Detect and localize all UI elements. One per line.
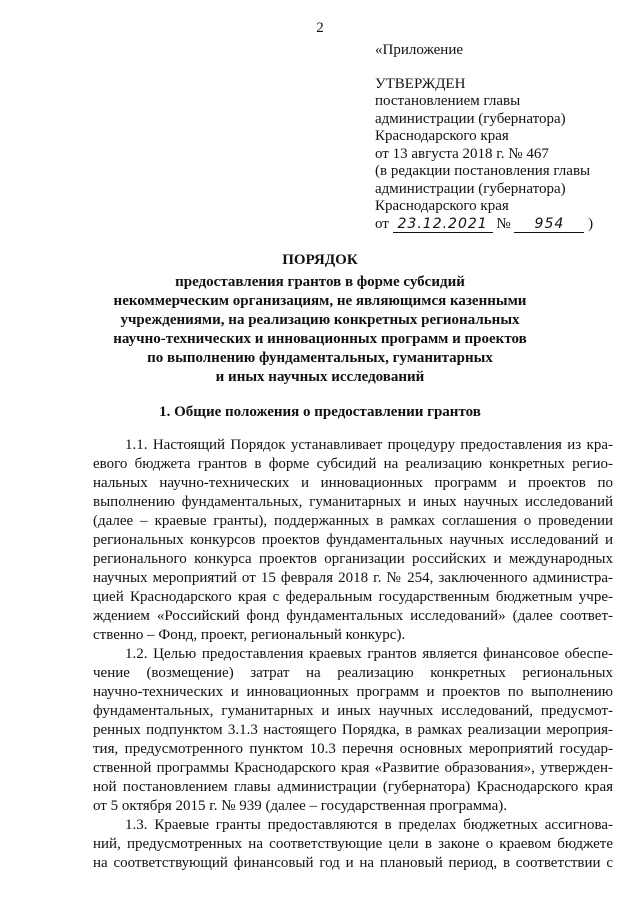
document-body bbox=[93, 436, 613, 873]
paragraph-line: научно-технических и инновационных программ и проектов по выполнению bbox=[93, 684, 613, 700]
paragraph-line: 1.1. Настоящий Порядок устанавливает процедуру предоставления из кра- bbox=[125, 437, 613, 453]
annex-label: «Приложение bbox=[375, 42, 464, 58]
paragraph bbox=[93, 816, 613, 873]
paragraph-line: ственно – Фонд, проект, региональный конкурс). bbox=[93, 627, 406, 643]
approval-line: от 13 августа 2018 г. № 467 bbox=[375, 145, 549, 162]
document-subtitle-line: предоставления грантов в форме субсидий bbox=[175, 274, 465, 290]
document-title-block bbox=[0, 251, 640, 387]
paragraph-line: 1.2. Целью предоставления краевых грантов является финансовое обеспе- bbox=[125, 646, 613, 662]
paragraph bbox=[93, 645, 613, 816]
paragraph-line: цией Краснодарского края с федеральным государственным бюджетным учре- bbox=[93, 589, 613, 605]
number-sign: № bbox=[496, 215, 511, 232]
approval-line: постановлением главы bbox=[375, 93, 521, 109]
paragraph bbox=[93, 436, 613, 645]
document-subtitle-line: учреждениями, на реализацию конкретных региональных bbox=[120, 312, 520, 328]
closing-parenthesis: ) bbox=[588, 215, 594, 232]
from-prefix: от bbox=[375, 215, 389, 232]
approval-line: (в редакции постановления главы bbox=[375, 163, 591, 179]
approval-block bbox=[375, 42, 625, 233]
paragraph-line: региональных конкурсов проектов фундаментальных научных исследований и bbox=[93, 532, 613, 548]
approval-line: Краснодарского края bbox=[375, 198, 509, 214]
document-subtitle-line: и иных научных исследований bbox=[215, 369, 425, 385]
paragraph-line: ной постановлением главы администрации (губернатора) Краснодарского края bbox=[93, 779, 613, 795]
paragraph-line: ждением «Российский фонд фундаментальных исследований» (далее соответ- bbox=[93, 608, 613, 624]
document-subtitle-line: научно-технических и инновационных программ и проектов bbox=[113, 331, 527, 347]
document-title: ПОРЯДОК bbox=[282, 252, 358, 268]
approval-line: администрации (губернатора) bbox=[375, 180, 566, 197]
paragraph-line: от 5 октября 2015 г. № 939 (далее – государственная программа). bbox=[93, 798, 508, 814]
paragraph-line: ний, предусмотренных на соответствующие цели в законе о краевом бюджете bbox=[93, 836, 613, 852]
approval-line: администрации (губернатора) bbox=[375, 110, 566, 127]
page-number: 2 bbox=[316, 20, 324, 36]
paragraph-line: регионального конкурса проектов организации российских и международных bbox=[93, 551, 613, 567]
paragraph-line: научных мероприятий от 15 февраля 2018 г. № 254, заключенного администра- bbox=[93, 570, 613, 586]
paragraph-line: на соответствующий финансовый год и на плановый период, в соответствии с bbox=[93, 855, 613, 871]
paragraph-line: фундаментальных, гуманитарных и иных научных исследований, предусмот- bbox=[93, 703, 613, 719]
document-subtitle-line: по выполнению фундаментальных, гуманитарных bbox=[147, 350, 493, 366]
paragraph-line: нальных научно-технических и инновационных программ и проектов по bbox=[93, 475, 613, 491]
paragraph-line: евого бюджета грантов в форме субсидий на реализацию конкретных регио- bbox=[93, 456, 613, 472]
paragraph-line: тия, предусмотренного пунктом 10.3 перечня основных мероприятий государ- bbox=[93, 741, 613, 757]
paragraph-line: ственной программы Краснодарского края «Развитие образования», утвержден- bbox=[93, 760, 613, 776]
paragraph-line: выполнению фундаментальных, гуманитарных и иных научных исследований bbox=[93, 494, 613, 510]
paragraph-line: 1.3. Краевые гранты предоставляются в пределах бюджетных ассигнова- bbox=[125, 817, 613, 833]
approval-date-line bbox=[375, 216, 625, 234]
section-heading: 1. Общие положения о предоставлении грантов bbox=[159, 404, 481, 420]
paragraph-line: ренных подпунктом 3.1.3 настоящего Порядка, в рамках реализации мероприя- bbox=[93, 722, 613, 738]
document-subtitle-line: некоммерческим организациям, не являющимся казенными bbox=[113, 293, 527, 309]
handwritten-number: 954 bbox=[514, 216, 584, 233]
approved-label: УТВЕРЖДЕН bbox=[375, 75, 466, 92]
handwritten-date: 23.12.2021 bbox=[393, 216, 493, 233]
paragraph-line: чение (возмещение) затрат на реализацию конкретных региональных bbox=[93, 665, 613, 681]
paragraph-line: (далее – краевые гранты), поддержанных в рамках соглашения о проведении bbox=[93, 513, 613, 529]
approval-line: Краснодарского края bbox=[375, 128, 509, 144]
